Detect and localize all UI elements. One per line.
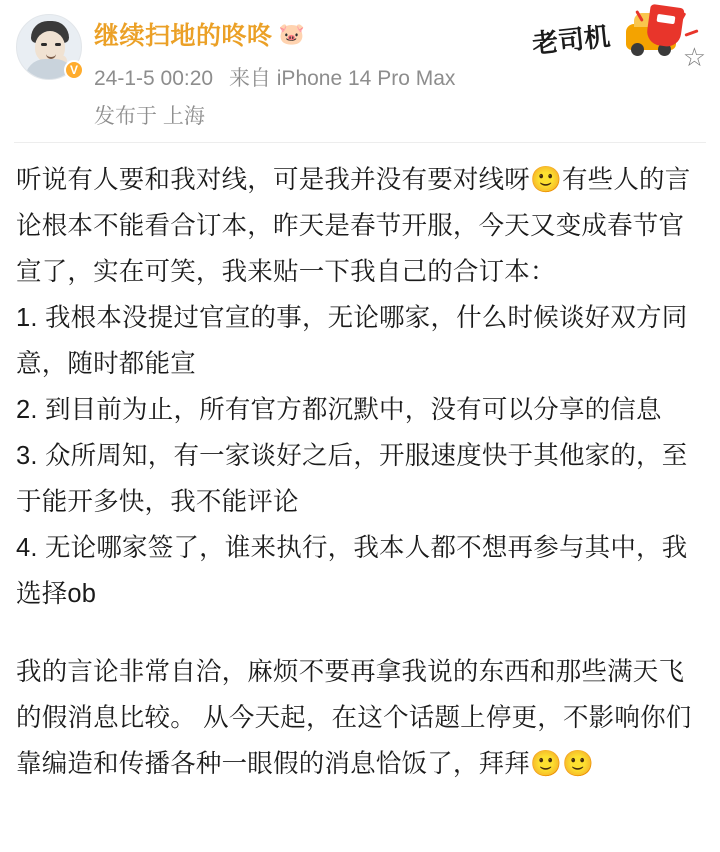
avatar-eye-left [41,43,47,46]
user-level-badge [530,10,710,74]
post-paragraph: 3. 众所周知，有一家谈好之后，开服速度快于其他家的，至于能开多快，我不能评论 [16,442,688,516]
pig-emoji-icon: 🐷 [278,22,305,46]
verified-badge-icon: V [64,60,84,80]
post-timestamp: 24-1-5 00:20 [94,67,214,90]
spark-icon-2 [684,29,698,37]
car-wheel-left-icon [631,43,644,56]
author-name[interactable]: 继续扫地的咚咚 [94,22,273,50]
star-icon[interactable]: ☆ [682,42,706,72]
post-header [0,0,720,130]
post-source: 来自 iPhone 14 Pro Max [228,67,456,90]
post-paragraph: 1. 我根本没提过官宣的事，无论哪家，什么时候谈好双方同意，随时都能宣 [16,304,688,378]
post-paragraph: 听说有人要和我对线，可是我并没有要对线呀🙂有些人的言论根本不能看合订本，昨天是春节开服，今天又变成春节官宣了，实在可笑，我来贴一下我自己的合订本： [16,166,691,286]
flag-icon [645,4,684,48]
post-paragraph: 4. 无论哪家签了，谁来执行，我本人都不想再参与其中，我选择ob [16,534,688,608]
avatar-eye-right [55,43,61,46]
post-content [0,143,720,787]
post-region: 发布于 上海 [94,105,205,128]
post-paragraph: 2. 到目前为止，所有官方都沉默中，没有可以分享的信息 [16,396,662,424]
post-paragraph: 我的言论非常自洽，麻烦不要再拿我说的东西和那些满天飞的假消息比较。 从今天起，在这个话题上停更，不影响你们靠编造和传播各种一眼假的消息恰饭了，拜拜🙂🙂 [16,658,692,778]
post-paragraph-spacer [16,617,704,649]
badge-label: 老司机 [530,21,612,59]
avatar[interactable] [16,14,82,80]
